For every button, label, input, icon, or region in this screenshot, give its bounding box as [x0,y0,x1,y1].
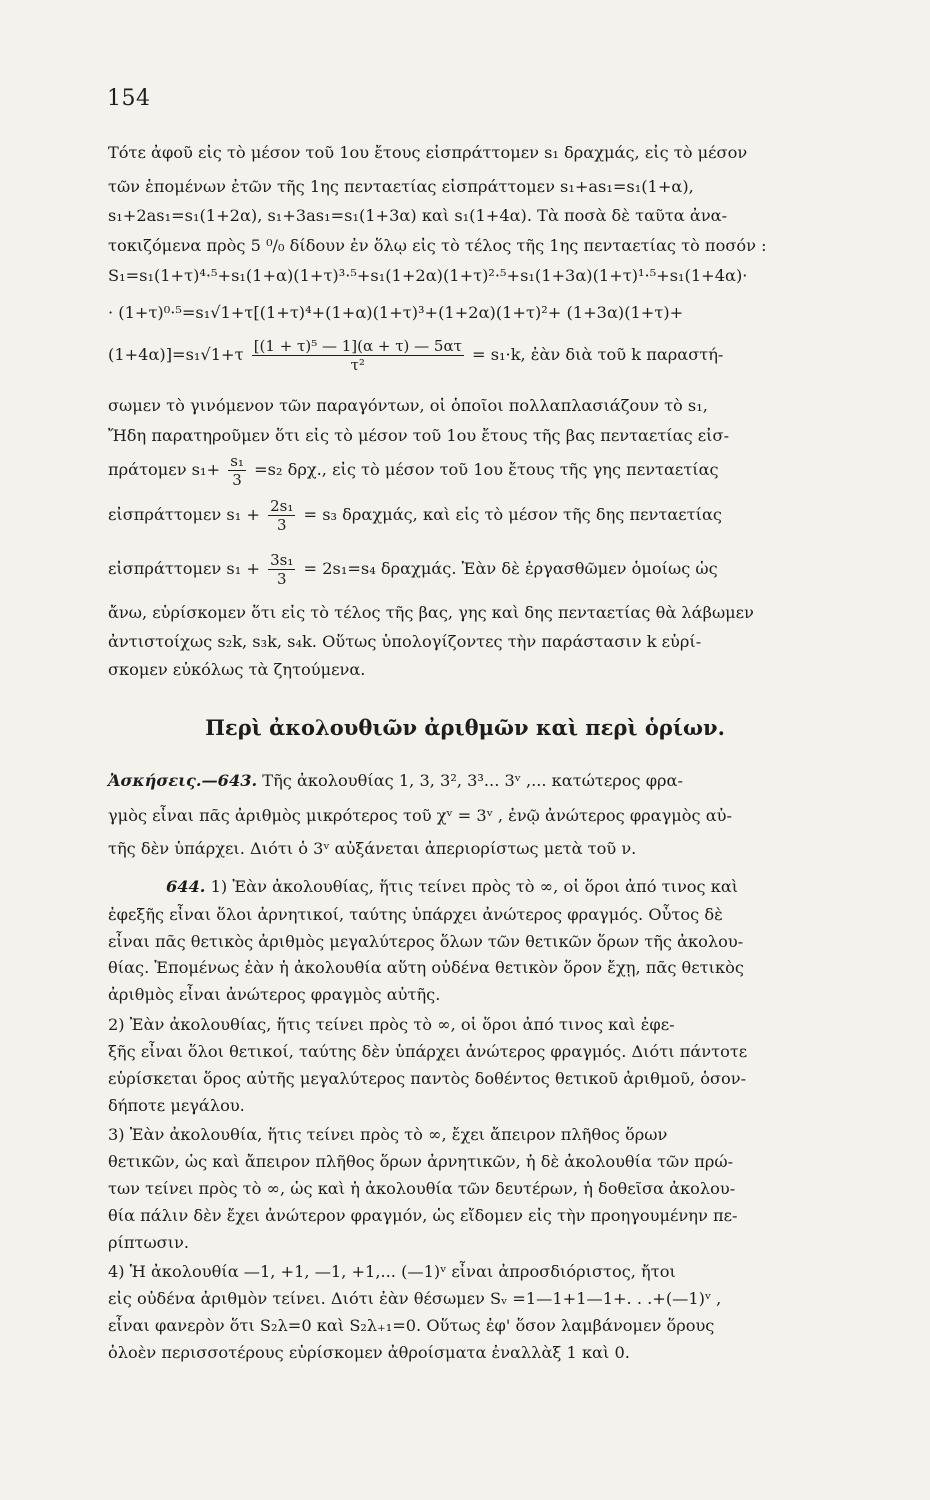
text-line: δήποτε μεγάλου. [108,1096,245,1115]
exercise-text: Τῆς ἀκολουθίας 1, 3, 3², 3³... 3ᵛ ,... κατώτερος φρα- [257,771,683,790]
fraction-line [108,551,860,588]
formula-numerator: [(1 + τ)⁵ — 1](α + τ) — 5ατ [253,337,462,355]
fraction-line-post: = s₃ δραχμάς, καὶ εἰς τὸ μέσον τῆς δης πενταετίας [303,505,722,524]
item-644-text: 1) Ἐὰν ἀκολουθίας, ἥτις τείνει πρὸς τὸ ∞, οἱ ὅροι ἀπό τινος καὶ [205,877,739,896]
text-line: εὑρίσκεται ὅρος αὐτῆς μεγαλύτερος παντὸς δοθέντος θετικοῦ ἀριθμοῦ, ὁσον- [108,1069,747,1088]
fraction-denominator: 3 [276,570,287,588]
text-line: σκομεν εὐκόλως τὰ ζητούμενα. [108,660,366,679]
exercise-label: Ἀσκήσεις.—643. [108,771,258,790]
text-line: θία πάλιν δὲν ἔχει ἀνώτερον φραγμόν, ὡς εἴδομεν εἰς τὴν προηγουμένην πε- [108,1206,738,1225]
text-line: ἀριθμὸς εἶναι ἀνώτερος φραγμὸς αὐτῆς. [108,985,441,1004]
fraction-denominator: 3 [276,516,287,534]
text-line: 4) Ἡ ἀκολουθία —1, +1, —1, +1,... (—1)ᵛ εἶναι ἀπροσδιόριστος, ἤτοι [108,1262,676,1281]
fraction-numerator: s₁ [230,452,244,470]
text-line: ἄνω, εὑρίσκομεν ὅτι εἰς τὸ τέλος τῆς βας, γης καὶ δης πενταετίας θὰ λάβωμεν [108,603,754,622]
text-line: 3) Ἐὰν ἀκολουθία, ἥτις τείνει πρὸς τὸ ∞, ἔχει ἄπειρον πλῆθος ὅρων [108,1125,668,1144]
formula-suffix: = s₁·k, ἐὰν διὰ τοῦ k παραστή- [472,345,724,364]
text-line: 2) Ἐὰν ἀκολουθίας, ἥτις τείνει πρὸς τὸ ∞, οἱ ὅροι ἀπό τινος καὶ ἐφε- [108,1015,675,1034]
text-line: θετικῶν, ὡς καὶ ἄπειρον πλῆθος ὅρων ἀρνητικῶν, ἡ δὲ ἀκολουθία τῶν πρώ- [108,1152,734,1171]
formula-line: S₁=s₁(1+τ)⁴·⁵+s₁(1+α)(1+τ)³·⁵+s₁(1+2α)(1+τ)²·⁵+s₁(1+3α)(1+τ)¹·⁵+s₁(1+4α)· [108,266,748,285]
fraction-line-post: =s₂ δρχ., εἰς τὸ μέσον τοῦ 1ου ἔτους τῆς γης πενταετίας [254,460,719,479]
formula-prefix: (1+4α)]=s₁√1+τ [108,345,244,364]
text-line: ἐφεξῆς εἶναι ὅλοι ἀρνητικοί, ταύτης ὑπάρχει ἀνώτερος φραγμός. Οὗτος δὲ [108,905,723,924]
text-line: εἶναι πᾶς θετικὸς ἀριθμὸς μεγαλύτερος ὅλων τῶν θετικῶν ὅρων τῆς ἀκολου- [108,932,744,951]
fraction-denominator: 3 [232,471,242,489]
fraction-line [108,452,860,489]
fraction [268,551,295,588]
text-line: εἶναι φανερὸν ὅτι S₂λ=0 καὶ S₂λ₊₁=0. Οὕτως ἐφ' ὅσον λαμβάνομεν ὅρους [108,1316,715,1335]
item-644-line [108,877,860,896]
text-line: ξῆς εἶναι ὅλοι θετικοί, ταύτης δὲν ὑπάρχει ἀνώτερος φραγμός. Διότι πάντοτε [108,1042,748,1061]
fraction-line [108,497,860,534]
text-line: τοκιζόμενα πρὸς 5 ⁰/₀ δίδουν ἐν ὅλῳ εἰς τὸ τέλος τῆς 1ης πενταετίας τὸ ποσόν : [108,236,767,255]
exercise-line [108,771,860,790]
fraction-line-pre: εἰσπράττομεν s₁ + [108,559,260,578]
item-644-label: 644. [166,877,206,896]
formula-fraction [252,337,464,374]
fraction-line-pre: εἰσπράττομεν s₁ + [108,505,260,524]
text-line: τῶν ἑπομένων ἐτῶν τῆς 1ης πενταετίας εἰσπράττομεν s₁+as₁=s₁(1+α), [108,177,694,196]
text-line: τῆς δὲν ὑπάρχει. Διότι ὁ 3ᵛ αὐξάνεται ἀπεριορίστως μετὰ τοῦ ν. [108,839,637,858]
text-line: θίας. Ἑπομένως ἐὰν ἡ ἀκολουθία αὕτη οὐδένα θετικὸν ὅρον ἔχῃ, πᾶς θετικὸς [108,958,744,977]
formula-denominator: τ² [350,356,365,374]
fraction [268,497,295,534]
formula-line: · (1+τ)⁰·⁵=s₁√1+τ[(1+τ)⁴+(1+α)(1+τ)³+(1+2α)(1+τ)²+ (1+3α)(1+τ)+ [108,303,684,322]
fraction-formula-line [108,337,860,374]
fraction-numerator: 3s₁ [270,551,294,569]
fraction-line-post: = 2s₁=s₄ δραχμάς. Ἐὰν δὲ ἐργασθῶμεν ὁμοίως ὡς [303,559,718,578]
text-line: ὁλοὲν περισσοτέρους εὑρίσκομεν ἀθροίσματα ἐναλλὰξ 1 καὶ 0. [108,1343,630,1362]
fraction-line-pre: πράτομεν s₁+ [108,460,221,479]
text-line: των τείνει πρὸς τὸ ∞, ὡς καὶ ἡ ἀκολουθία τῶν δευτέρων, ἡ δοθεῖσα ἀκολου- [108,1179,736,1198]
fraction [228,452,246,489]
text-line: ἀντιστοίχως s₂k, s₃k, s₄k. Οὕτως ὑπολογίζοντες τὴν παράστασιν k εὑρί- [108,632,702,651]
text-line: Ἤδη παρατηροῦμεν ὅτι εἰς τὸ μέσον τοῦ 1ου ἔτους τῆς βας πενταετίας εἰσ- [108,426,730,445]
text-line: s₁+2as₁=s₁(1+2α), s₁+3as₁=s₁(1+3α) καὶ s₁(1+4α). Τὰ ποσὰ δὲ ταῦτα ἀνα- [108,206,728,225]
text-line: Τότε ἀφοῦ εἰς τὸ μέσον τοῦ 1ου ἔτους εἰσπράττομεν s₁ δραχμάς, εἰς τὸ μέσον [108,143,748,162]
fraction-numerator: 2s₁ [270,497,294,515]
text-line: ρίπτωσιν. [108,1233,190,1252]
page-number: 154 [107,86,151,111]
text-line: εἰς οὐδένα ἀριθμὸν τείνει. Διότι ἐὰν θέσωμεν Sᵥ =1—1+1—1+. . .+(—1)ᵛ , [108,1289,722,1308]
section-heading: Περὶ ἀκολουθιῶν ἀριθμῶν καὶ περὶ ὁρίων. [205,715,725,740]
text-line: γμὸς εἶναι πᾶς ἀριθμὸς μικρότερος τοῦ χᵛ = 3ᵛ , ἐνῷ ἀνώτερος φραγμὸς αὐ- [108,806,732,825]
text-line: σωμεν τὸ γινόμενον τῶν παραγόντων, οἱ ὁποῖοι πολλαπλασιάζουν τὸ s₁, [108,396,708,415]
